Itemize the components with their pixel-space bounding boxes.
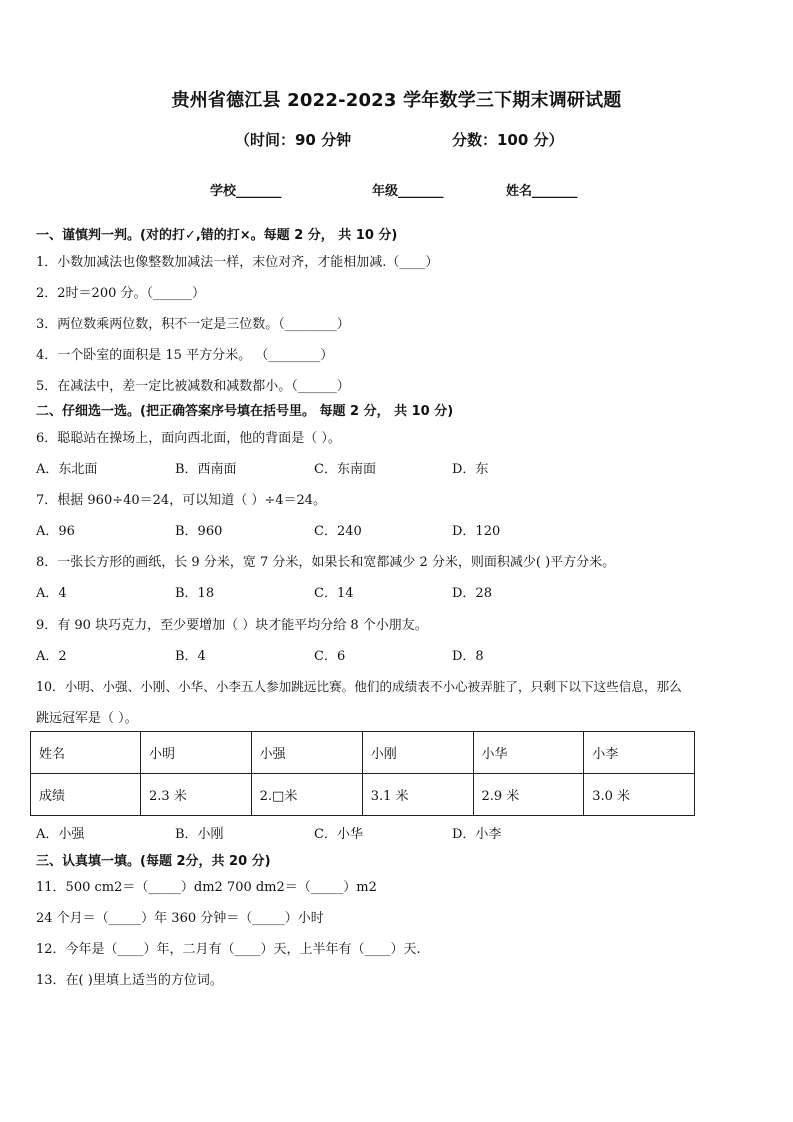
table-cell: 小明	[140, 732, 251, 774]
q6-option-b: B．西南面	[175, 462, 237, 477]
q8-option-c: C．14	[314, 586, 354, 601]
table-cell: 小李	[584, 732, 695, 774]
q7-option-c: C．240	[314, 524, 362, 539]
table-cell: 3.0 米	[584, 774, 695, 816]
question-10-line-1: 10．小明、小强、小刚、小华、小李五人参加跳远比赛。他们的成绩表不小心被弄脏了，只剩下以下这些信息，那么	[36, 679, 682, 694]
question-11-line-2: 24 个月＝（_____）年 360 分钟＝（_____）小时	[36, 911, 324, 926]
q9-option-a: A．2	[36, 649, 67, 664]
q7-option-d: D．120	[452, 524, 501, 539]
question-6: 6．聪聪站在操场上，面向西北面，他的背面是（ ）。	[36, 431, 341, 446]
q9-option-b: B．4	[175, 649, 206, 664]
question-3: 3．两位数乘两位数，积不一定是三位数。（________）	[36, 317, 350, 332]
table-cell: 2.3 米	[140, 774, 251, 816]
q10-option-b: B．小刚	[175, 827, 224, 842]
table-row	[31, 774, 695, 816]
school-field: 学校_______	[210, 184, 282, 199]
q6-option-d: D．东	[452, 462, 489, 477]
q8-option-b: B．18	[175, 586, 215, 601]
q10-option-d: D．小李	[452, 827, 502, 842]
q6-option-a: A．东北面	[36, 462, 98, 477]
q8-option-a: A．4	[36, 586, 67, 601]
table-cell: 小刚	[362, 732, 473, 774]
table-cell: 2.□米	[251, 774, 362, 816]
question-1: 1．小数加减法也像整数加减法一样，末位对齐，才能相加减.（____）	[36, 255, 439, 270]
table-cell: 姓名	[31, 732, 141, 774]
table-cell: 小强	[251, 732, 362, 774]
time-label: （时间：90 分钟	[235, 131, 352, 149]
q7-option-b: B．960	[175, 524, 223, 539]
question-2: 2．2时＝200 分。（______）	[36, 286, 205, 301]
name-field: 姓名_______	[506, 184, 578, 199]
section-3-heading: 三、认真填一填。(每题 2分，共 20 分)	[36, 854, 271, 869]
question-12: 12．今年是（____）年，二月有（____）天，上半年有（____）天.	[36, 942, 421, 957]
table-cell: 成绩	[31, 774, 141, 816]
section-1-heading: 一、谨慎判一判。(对的打✓,错的打×。每题 2 分， 共 10 分)	[36, 228, 398, 243]
question-13: 13．在( )里填上适当的方位词。	[36, 973, 223, 988]
table-header-row	[31, 732, 695, 774]
question-8: 8．一张长方形的画纸，长 9 分米，宽 7 分米，如果长和宽都减少 2 分米，则面积减少( )平方分米。	[36, 555, 616, 570]
section-2-heading: 二、仔细选一选。(把正确答案序号填在括号里。 每题 2 分， 共 10 分)	[36, 404, 454, 419]
score-label: 分数：100 分）	[452, 131, 564, 149]
question-7: 7．根据 960÷40＝24，可以知道（ ）÷4＝24。	[36, 493, 327, 508]
question-11-line-1: 11．500 cm2＝（_____）dm2 700 dm2＝（_____）m2	[36, 880, 377, 895]
question-4: 4．一个卧室的面积是 15 平方分米。 （________）	[36, 348, 334, 363]
exam-title: 贵州省德江县 2022-2023 学年数学三下期末调研试题	[171, 90, 622, 111]
question-9: 9．有 90 块巧克力，至少要增加（ ）块才能平均分给 8 个小朋友。	[36, 618, 428, 633]
question-5: 5．在减法中，差一定比被减数和减数都小。（______）	[36, 379, 350, 394]
q6-option-c: C．东南面	[314, 462, 376, 477]
score-table	[30, 731, 695, 816]
q9-option-c: C．6	[314, 649, 346, 664]
q10-option-c: C．小华	[314, 827, 363, 842]
table-cell: 小华	[473, 732, 584, 774]
q8-option-d: D．28	[452, 586, 492, 601]
table-cell: 2.9 米	[473, 774, 584, 816]
grade-field: 年级_______	[372, 184, 444, 199]
q7-option-a: A．96	[36, 524, 75, 539]
q10-option-a: A．小强	[36, 827, 85, 842]
q9-option-d: D．8	[452, 649, 484, 664]
question-10-line-2: 跳远冠军是（ ）。	[36, 711, 138, 726]
table-cell: 3.1 米	[362, 774, 473, 816]
